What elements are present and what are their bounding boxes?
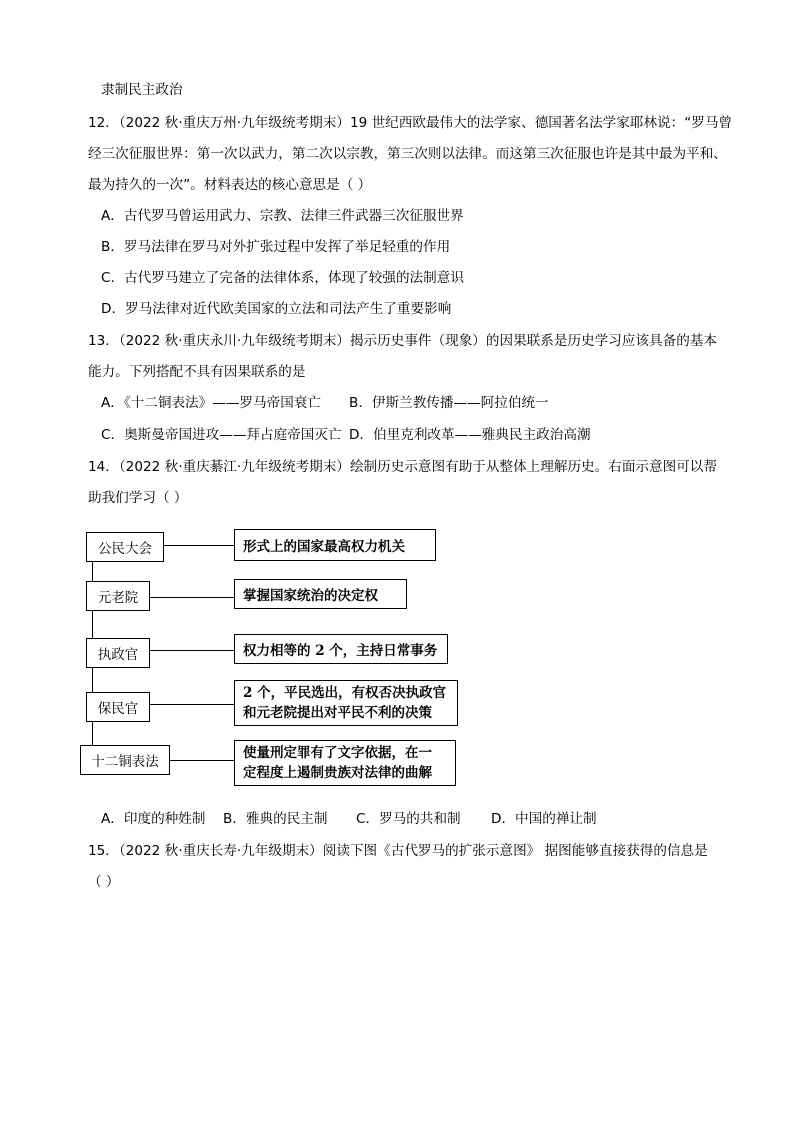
question-12-stem-line-2: 经三次征服世界：第一次以武力，第二次以宗教，第三次则以法律。而这第三次征服也许是其中最为平和、: [88, 146, 727, 162]
question-13-stem-line-1: 13．（2022 秋·重庆永川·九年级统考期末）揭示历史事件（现象）的因果联系是历史学习应该具备的基本: [88, 333, 717, 349]
diagram-desc-citizens-assembly: [234, 529, 436, 561]
diagram-desc-text: 定程度上遏制贵族对法律的曲解: [243, 765, 432, 781]
diagram-desc-text: 掌握国家统治的决定权: [243, 588, 378, 604]
diagram-desc-text: 形式上的国家最高权力机关: [243, 539, 405, 555]
diagram-node-twelve-tables: 十二铜表法: [80, 745, 170, 775]
question-12-stem-line-1: 12．（2022 秋·重庆万州·九年级统考期末）19 世纪西欧最伟大的法学家、德国著名法学家耶林说：“罗马曾: [88, 115, 733, 131]
diagram-node-tribune: 保民官: [86, 692, 150, 722]
question-13-option-d[interactable]: D．伯里克利改革——雅典民主政治高潮: [349, 427, 591, 443]
question-13-stem-line-2: 能力。下列搭配不具有因果联系的是: [88, 364, 306, 380]
question-14-option-a[interactable]: A．印度的种姓制: [101, 811, 206, 827]
question-14-option-d[interactable]: D．中国的禅让制: [491, 811, 597, 827]
question-13-option-c[interactable]: C．奥斯曼帝国进攻——拜占庭帝国灭亡: [101, 427, 342, 443]
question-14-stem-line-2: 助我们学习（ ）: [88, 490, 188, 506]
question-15-stem-line-1: 15．（2022 秋·重庆长寿·九年级期末）阅读下图《古代罗马的扩张示意图》 据图能够直接获得的信息是: [88, 843, 708, 859]
diagram-connector-3: [150, 650, 234, 651]
diagram-connector-4: [150, 704, 234, 705]
question-14-stem-line-1: 14．（2022 秋·重庆綦江·九年级统考期末）绘制历史示意图有助于从整体上理解历史。右面示意图可以帮: [88, 459, 717, 475]
diagram-desc-text: 和元老院提出对平民不利的决策: [243, 705, 432, 721]
diagram-node-citizens-assembly: 公民大会: [86, 532, 164, 562]
diagram-desc-text: 权力相等的 2 个，主持日常事务: [243, 643, 438, 659]
diagram-desc-tribune: [234, 680, 458, 726]
question-12-stem-line-3: 最为持久的一次”。材料表达的核心意思是（ ）: [88, 177, 372, 193]
continuation-text: 隶制民主政治: [101, 82, 183, 98]
question-14-option-c[interactable]: C．罗马的共和制: [356, 811, 461, 827]
diagram-connector-5: [170, 760, 234, 761]
question-12-option-a[interactable]: A．古代罗马曾运用武力、宗教、法律三件武器三次征服世界: [101, 208, 464, 224]
diagram-node-consul: 执政官: [86, 638, 150, 668]
diagram-desc-text: 使量刑定罪有了文字依据，在一: [243, 745, 432, 761]
diagram-desc-twelve-tables: [234, 740, 456, 786]
question-12-option-b[interactable]: B．罗马法律在罗马对外扩张过程中发挥了举足轻重的作用: [101, 239, 451, 255]
question-12-option-d[interactable]: D．罗马法律对近代欧美国家的立法和司法产生了重要影响: [101, 301, 452, 317]
diagram-node-senate: 元老院: [86, 581, 150, 611]
diagram-desc-consul: [234, 634, 448, 664]
diagram-desc-senate: [234, 579, 407, 609]
diagram-connector-1: [164, 545, 234, 546]
question-12-option-c[interactable]: C．古代罗马建立了完备的法律体系，体现了较强的法制意识: [101, 270, 464, 286]
question-13-option-b[interactable]: B．伊斯兰教传播——阿拉伯统一: [349, 395, 549, 411]
question-15-stem-line-2: （ ）: [88, 874, 120, 890]
question-13-option-a[interactable]: A．《十二铜表法》——罗马帝国衰亡: [101, 395, 321, 411]
question-14-option-b[interactable]: B．雅典的民主制: [223, 811, 328, 827]
diagram-desc-text: 2 个，平民选出，有权否决执政官: [243, 685, 447, 701]
diagram-connector-2: [150, 597, 234, 598]
